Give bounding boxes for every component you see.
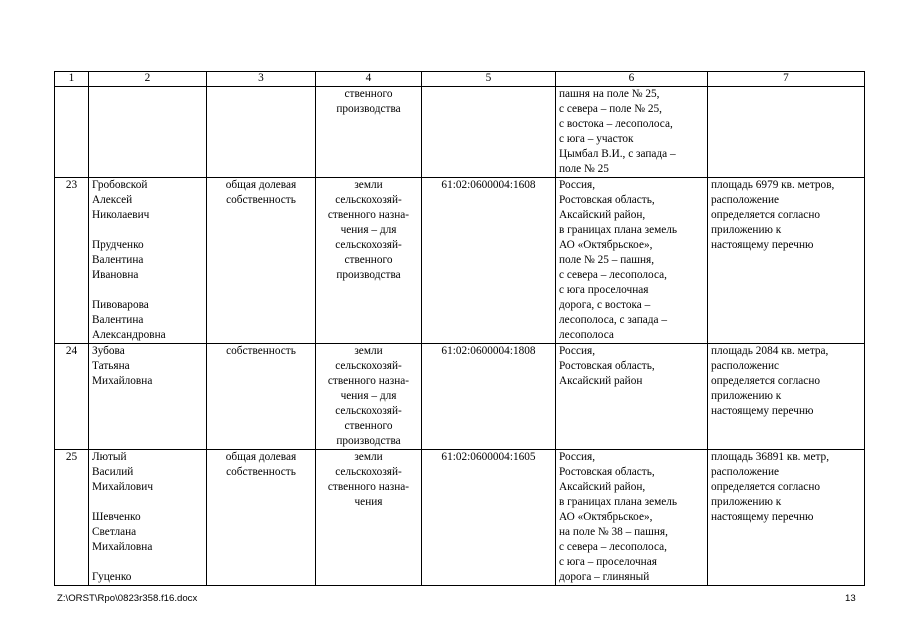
table-row [55, 178, 865, 344]
location-cell: Россия, Ростовская область, Аксайский район, в границах плана земель АО «Октябрьское», поле № 25 – пашня, с севера – лесополоса, с юга проселочная дорога, с востока – лесополоса, с запада – лесополоса [556, 178, 708, 344]
column-header: 1 [55, 72, 89, 87]
area-cell: площадь 2084 кв. метра, расположенис определяется согласно приложению к настоящему перечню [708, 344, 865, 450]
table-row [55, 450, 865, 586]
column-header: 4 [316, 72, 422, 87]
owner-cell: Лютый Василий Михайлович Шевченко Светлана Михайловна Гуценко [89, 450, 207, 586]
cadastral-number-cell: 61:02:0600004:1605 [422, 450, 556, 586]
right-type-cell: собственность [207, 344, 316, 450]
row-number-cell: 24 [55, 344, 89, 450]
cadastral-number-cell: 61:02:0600004:1808 [422, 344, 556, 450]
owner-cell: Зубова Татьяна Михайловна [89, 344, 207, 450]
footer-page-number: 13 [845, 593, 856, 604]
row-number-cell: 23 [55, 178, 89, 344]
area-cell: площадь 36891 кв. метр, расположение определяется согласно приложению к настоящему перечню [708, 450, 865, 586]
owner-cell: Гробовской Алексей Николаевич Прудченко Валентина Ивановна Пивоварова Валентина Александровна [89, 178, 207, 344]
column-header: 5 [422, 72, 556, 87]
table-row [55, 87, 865, 178]
owner-cell [89, 87, 207, 178]
land-category-cell: ственного производства [316, 87, 422, 178]
row-number-cell: 25 [55, 450, 89, 586]
column-header: 6 [556, 72, 708, 87]
footer-file-path: Z:\ORST\Rpo\0823r358.f16.docx [57, 593, 198, 604]
location-cell: пашня на поле № 25, с севера – поле № 25, с востока – лесополоса, с юга – участок Цымбал В.И., с запада – поле № 25 [556, 87, 708, 178]
row-number-cell [55, 87, 89, 178]
location-cell: Россия, Ростовская область, Аксайский район [556, 344, 708, 450]
location-cell: Россия, Ростовская область, Аксайский район, в границах плана земель АО «Октябрьское», на поле № 38 – пашня, с севера – лесополоса, с юга – проселочная дорога – глиняный [556, 450, 708, 586]
land-plots-table [54, 71, 865, 586]
area-cell [708, 87, 865, 178]
land-category-cell: земли сельскохозяй- ственного назна- чения – для сельскохозяй- ственного производства [316, 178, 422, 344]
cadastral-number-cell [422, 87, 556, 178]
table-header-row [55, 72, 865, 87]
right-type-cell [207, 87, 316, 178]
column-header: 7 [708, 72, 865, 87]
right-type-cell: общая долевая собственность [207, 178, 316, 344]
table-row [55, 344, 865, 450]
land-category-cell: земли сельскохозяй- ственного назна- чения – для сельскохозяй- ственного производства [316, 344, 422, 450]
land-category-cell: земли сельскохозяй- ственного назна- чения [316, 450, 422, 586]
column-header: 2 [89, 72, 207, 87]
area-cell: площадь 6979 кв. метров, расположение определяется согласно приложению к настоящему перечню [708, 178, 865, 344]
right-type-cell: общая долевая собственность [207, 450, 316, 586]
column-header: 3 [207, 72, 316, 87]
cadastral-number-cell: 61:02:0600004:1608 [422, 178, 556, 344]
